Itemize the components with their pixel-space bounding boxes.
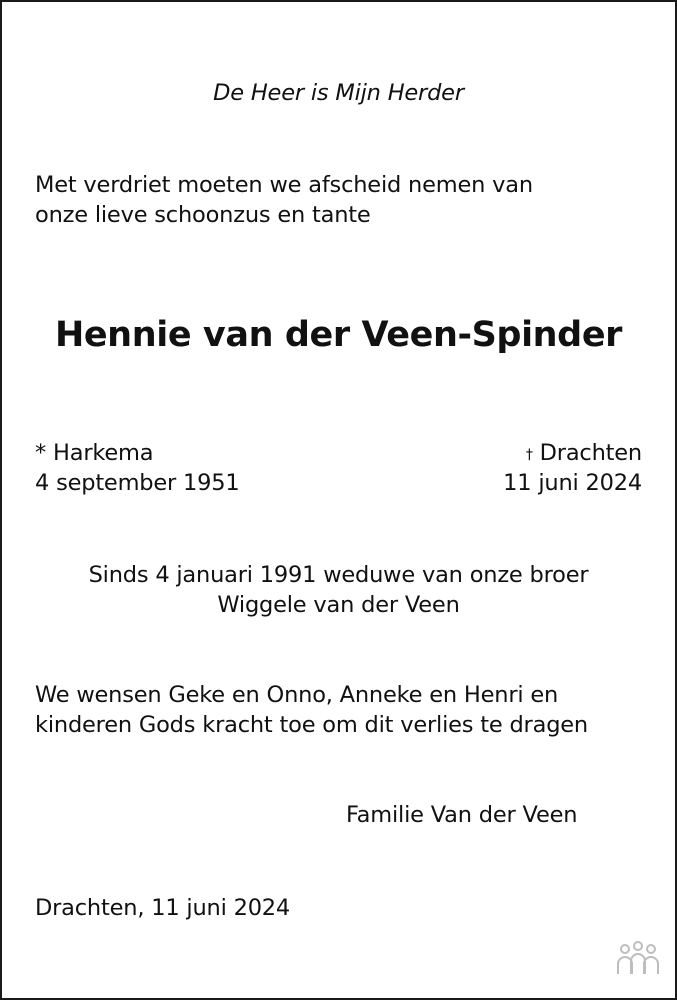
birth-date: 4 september 1951 <box>35 470 240 496</box>
death-place <box>526 438 642 468</box>
intro-line-2: onze lieve schoonzus en tante <box>35 202 371 228</box>
widow-line-1: Sinds 4 januari 1991 weduwe van onze broer <box>88 562 589 588</box>
intro-line-1: Met verdriet moeten we afscheid nemen van <box>35 172 533 198</box>
wish-line-2: kinderen Gods kracht toe om dit verlies te dragen <box>35 712 588 738</box>
death-date: 11 juni 2024 <box>503 470 642 496</box>
wish-line-1: We wensen Geke en Onno, Anneke en Henri en <box>35 682 559 708</box>
birth-place-text: Harkema <box>53 440 154 466</box>
motto: De Heer is Mijn Herder <box>213 80 464 106</box>
birth-place <box>35 438 153 468</box>
death-symbol: † <box>525 447 533 463</box>
people-group-icon <box>615 940 661 978</box>
place-date: Drachten, 11 juni 2024 <box>35 895 291 921</box>
deceased-name: Hennie van der Veen-Spinder <box>54 315 623 355</box>
birth-symbol: * <box>35 440 47 466</box>
death-place-text: Drachten <box>539 440 642 466</box>
signature: Familie Van der Veen <box>346 802 578 828</box>
widow-line-2: Wiggele van der Veen <box>217 592 460 618</box>
